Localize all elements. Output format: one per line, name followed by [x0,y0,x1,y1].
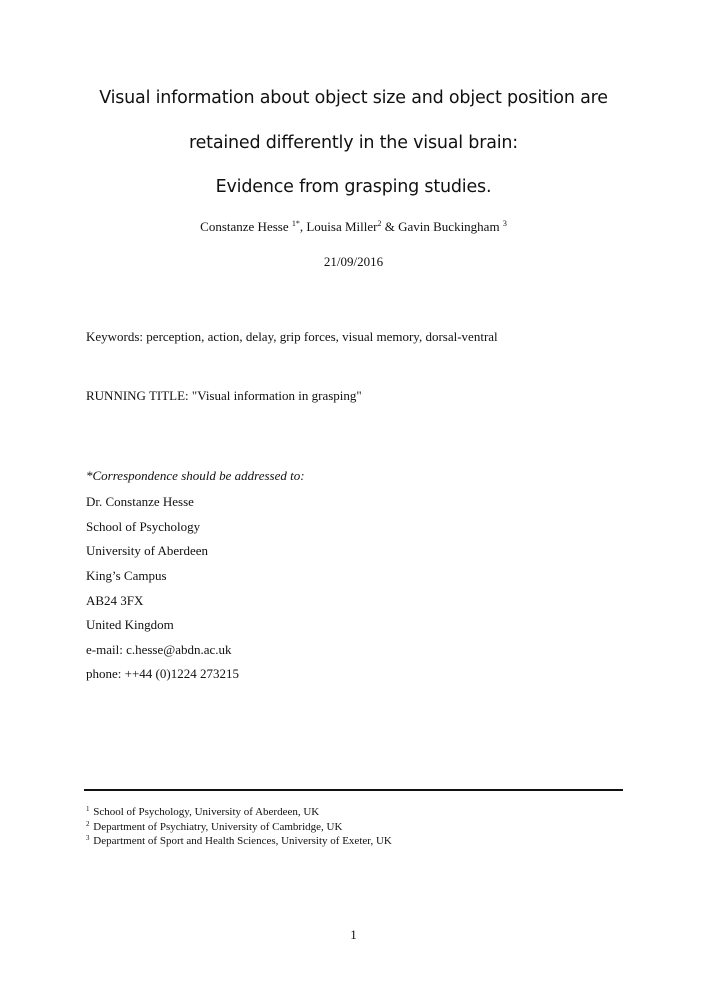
author-3-affiliation-mark: 3 [502,219,507,228]
footnote-2 [86,820,342,833]
correspondence-name: Dr. Constanze Hesse [86,494,194,509]
author-1-name: Constanze Hesse [200,219,292,234]
author-2-affiliation-mark: 2 [377,219,382,228]
correspondence-phone: phone: ++44 (0)1224 273215 [86,666,239,681]
author-3-name: & Gavin Buckingham [381,219,503,234]
footnote-1-mark: 1 [86,805,90,813]
correspondence-heading: *Correspondence should be addressed to: [86,468,305,483]
date: 21/09/2016 [323,254,384,269]
author-1-affiliation-mark: 1* [291,219,300,228]
correspondence-email: e-mail: c.hesse@abdn.ac.uk [86,642,232,657]
author-2-name: , Louisa Miller [299,219,378,234]
correspondence-department: School of Psychology [86,519,201,534]
page-number: 1 [350,927,357,942]
footnote-2-text: Department of Psychiatry, University of Cambridge, UK [90,821,343,833]
running-title: RUNNING TITLE: "Visual information in grasping" [86,388,362,403]
keywords: Keywords: perception, action, delay, grip forces, visual memory, dorsal-ventral [86,329,498,344]
footnote-1 [86,805,319,818]
title-line-3: Evidence from grasping studies. [215,177,492,197]
correspondence-postcode: AB24 3FX [86,593,144,608]
correspondence-country: United Kingdom [86,617,174,632]
correspondence-university: University of Aberdeen [86,543,209,558]
correspondence-campus: King’s Campus [86,568,167,583]
footnote-3 [86,834,392,847]
title-line-2: retained differently in the visual brain: [189,133,518,153]
footnote-2-mark: 2 [86,820,90,828]
author-list [0,219,707,235]
footnote-3-mark: 3 [86,834,90,842]
footnote-divider [84,789,623,791]
footnote-3-text: Department of Sport and Health Sciences, University of Exeter, UK [90,835,392,847]
footnote-1-text: School of Psychology, University of Aberdeen, UK [90,806,320,818]
title-line-1: Visual information about object size and object position are [99,88,608,108]
